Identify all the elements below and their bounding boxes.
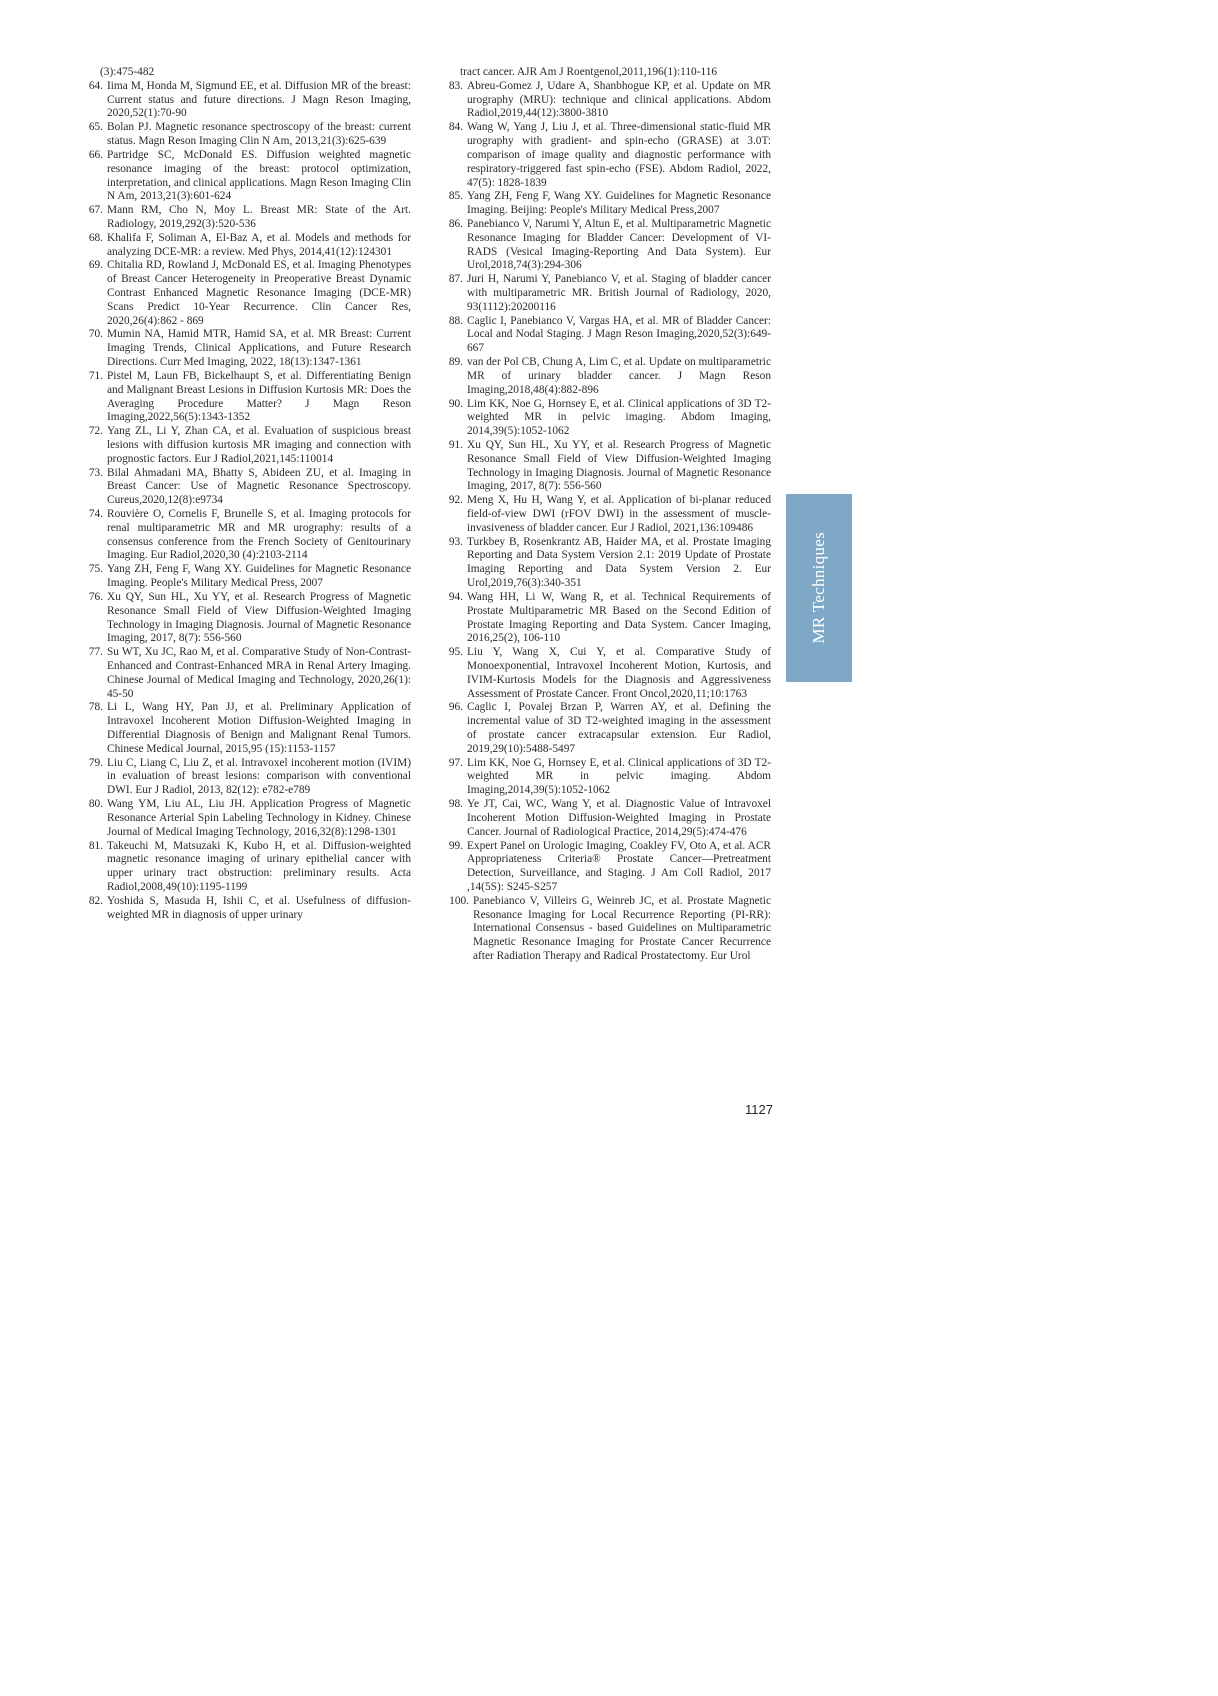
reference-text: Abreu-Gomez J, Udare A, Shanbhogue KP, et al. Update on MR urography (MRU): technique and clinical applications. Abdom Radiol,2019,44(12):3800-3810 [467, 79, 771, 120]
reference-text: Panebianco V, Villeirs G, Weinreb JC, et al. Prostate Magnetic Resonance Imaging for Local Recurrence Reporting (PI-RR): International Consensus - based Guidelines on Multiparametric Magnetic Resonance Imaging for Prostate Cancer Recurrence after Radiation Therapy and Radical Prostatectomy. Eur Urol [473, 894, 771, 962]
reference-number: 70. [88, 328, 103, 341]
section-side-tab [786, 494, 852, 682]
reference-continuation [83, 66, 411, 80]
reference-item [83, 840, 411, 895]
reference-item [443, 80, 771, 121]
reference-item [443, 646, 771, 701]
reference-text: Yang ZL, Li Y, Zhan CA, et al. Evaluation of suspicious breast lesions with diffusion kurtosis MR imaging and connection with prognostic factors. Eur J Radiol,2021,145:110014 [107, 425, 411, 465]
reference-text: Turkbey B, Rosenkrantz AB, Haider MA, et al. Prostate Imaging Reporting and Data System Version 2.1: 2019 Update of Prostate Imaging Reporting and Data System Version 2. Eur Urol,2019,76(3):340-351 [467, 535, 771, 590]
reference-continuation [443, 66, 771, 80]
reference-text: Meng X, Hu H, Wang Y, et al. Application of bi-planar reduced field-of-view DWI (rFOV DWI) in the assessment of muscle-invasiveness of bladder cancer. Eur J Radiol, 2021,136:109486 [467, 494, 771, 534]
reference-item [83, 204, 411, 232]
reference-text: Juri H, Narumi Y, Panebianco V, et al. Staging of bladder cancer with multiparametric MR. British Journal of Radiology, 2020, 93(1112):20200116 [467, 273, 771, 313]
reference-column-right [443, 66, 771, 964]
reference-number: 86. [448, 217, 463, 230]
reference-item [443, 190, 771, 218]
reference-number: 79. [88, 756, 103, 769]
reference-text: Khalifa F, Soliman A, El-Baz A, et al. Models and methods for analyzing DCE-MR: a review. Med Phys, 2014,41(12):124301 [107, 231, 411, 258]
reference-item [83, 149, 411, 204]
reference-number: 94. [448, 590, 463, 603]
reference-number: 66. [88, 148, 103, 161]
reference-item [83, 370, 411, 425]
reference-item [443, 398, 771, 439]
reference-item [83, 895, 411, 923]
reference-text: Liu Y, Wang X, Cui Y, et al. Comparative Study of Monoexponential, Intravoxel Incoherent Motion, Kurtosis, and IVIM-Kurtosis Models for the Diagnosis and Aggressiveness Assessment of Prostate Cancer. Front Oncol,2020,11;10:1763 [467, 646, 771, 700]
reference-item [443, 439, 771, 494]
reference-number: 77. [88, 646, 103, 659]
reference-number: 83. [448, 79, 463, 92]
reference-item [443, 356, 771, 397]
reference-number: 74. [88, 508, 103, 520]
reference-number: 99. [448, 839, 463, 852]
reference-text: Partridge SC, McDonald ES. Diffusion weighted magnetic resonance imaging of the breast: protocol optimization, interpretation, and clinical applications. Magn Reson Imaging Clin N Am, 2013,21(3):601-624 [107, 148, 411, 203]
reference-text: Yang ZH, Feng F, Wang XY. Guidelines for Magnetic Resonance Imaging. Beijing: People's Military Medical Press,2007 [467, 190, 771, 217]
reference-number: 82. [88, 894, 103, 907]
reference-text: Mann RM, Cho N, Moy L. Breast MR: State of the Art. Radiology, 2019,292(3):520-536 [107, 204, 411, 230]
reference-item [443, 273, 771, 314]
reference-text: van der Pol CB, Chung A, Lim C, et al. Update on multiparametric MR of urinary bladder cancer. J Magn Reson Imaging,2018,48(4):882-896 [467, 356, 771, 396]
reference-number: 64. [88, 79, 103, 92]
reference-text: Expert Panel on Urologic Imaging, Coakley FV, Oto A, et al. ACR Appropriateness Criteria® Prostate Cancer—Pretreatment Detection, Surveillance, and Staging. J Am Coll Radiol, 2017 ,14(5S): S245-S257 [467, 839, 771, 893]
reference-text: Pistel M, Laun FB, Bickelhaupt S, et al. Differentiating Benign and Malignant Breast Lesions in Diffusion Kurtosis MR: Does the Averaging Procedure Matter? J Magn Reson Imaging,2022,56(5):1343-1352 [107, 369, 411, 424]
reference-number: 73. [88, 466, 103, 479]
reference-item [83, 259, 411, 328]
reference-item [443, 536, 771, 591]
reference-number: 75. [88, 563, 103, 576]
reference-item [443, 701, 771, 756]
reference-number: 67. [88, 204, 103, 217]
reference-item [83, 328, 411, 369]
reference-item [83, 467, 411, 508]
reference-number: 85. [448, 190, 463, 203]
reference-text: Lim KK, Noe G, Hornsey E, et al. Clinical applications of 3D T2-weighted MR in pelvic imaging. Abdom Imaging, 2014,39(5):1052-1062 [467, 397, 771, 438]
reference-number: 81. [88, 839, 103, 852]
reference-item [443, 840, 771, 895]
reference-item [83, 508, 411, 563]
reference-text: Yoshida S, Masuda H, Ishii C, et al. Usefulness of diffusion-weighted MR in diagnosis of upper urinary [107, 894, 411, 921]
reference-item [83, 425, 411, 466]
reference-text: Wang W, Yang J, Liu J, et al. Three-dimensional static-fluid MR urography with gradient- and spin-echo (GRASE) at 3.0T: comparison of image quality and diagnostic performance with respiratory-triggered fast spin-echo (FSE). Abdom Radiol, 2022, 47(5): 1828-1839 [467, 121, 771, 189]
reference-text: Ye JT, Cai, WC, Wang Y, et al. Diagnostic Value of Intravoxel Incoherent Motion Diffusion-Weighted Imaging in Prostate Cancer. Journal of Radiological Practice, 2014,29(5):474-476 [467, 798, 771, 838]
reference-number: 90. [448, 397, 463, 410]
reference-text: Mumin NA, Hamid MTR, Hamid SA, et al. MR Breast: Current Imaging Trends, Clinical Applications, and Future Research Directions. Curr Med Imaging, 2022, 18(13):1347-1361 [107, 328, 411, 369]
reference-item [83, 701, 411, 756]
reference-number: 91. [448, 438, 463, 451]
reference-number: 78. [88, 701, 103, 714]
reference-text: Lim KK, Noe G, Hornsey E, et al. Clinical applications of 3D T2-weighted MR in pelvic imaging. Abdom Imaging,2014,39(5):1052-1062 [467, 756, 771, 797]
reference-text: Xu QY, Sun HL, Xu YY, et al. Research Progress of Magnetic Resonance Small Field of View Diffusion-Weighted Imaging Technology in Imaging Diagnosis. Journal of Magnetic Resonance Imaging, 2017, 8(7): 556-560 [467, 438, 771, 493]
reference-item [443, 895, 771, 964]
reference-text: Panebianco V, Narumi Y, Altun E, et al. Multiparametric Magnetic Resonance Imaging for Bladder Cancer: Development of VI-RADS (Vesical Imaging-Reporting And Data System). Eur Urol,2018,74(3):294-306 [467, 217, 771, 272]
reference-number: 65. [88, 121, 103, 134]
reference-text: Liu C, Liang C, Liu Z, et al. Intravoxel incoherent motion (IVIM) in evaluation of breast lesions: comparison with conventional DWI. Eur J Radiol, 2013, 82(12): e782-e789 [107, 756, 411, 797]
reference-text: Bilal Ahmadani MA, Bhatty S, Abideen ZU, et al. Imaging in Breast Cancer: Use of Magnetic Resonance Spectroscopy. Cureus,2020,12(8):e9734 [107, 466, 411, 507]
reference-number: 88. [448, 314, 463, 327]
reference-text: Caglic I, Panebianco V, Vargas HA, et al. MR of Bladder Cancer: Local and Nodal Staging. J Magn Reson Imaging,2020,52(3):649-667 [467, 314, 771, 355]
reference-list [443, 80, 771, 964]
reference-text: Chitalia RD, Rowland J, McDonald ES, et al. Imaging Phenotypes of Breast Cancer Heterogeneity in Preoperative Breast Dynamic Contrast Enhanced Magnetic Resonance Imaging (DCE-MR) Scans Predict 10-Year Recurrence. Clin Cancer Res, 2020,26(4):862 - 869 [107, 259, 411, 327]
reference-item [83, 798, 411, 839]
reference-item [83, 80, 411, 121]
reference-text: Li L, Wang HY, Pan JJ, et al. Preliminary Application of Intravoxel Incoherent Motion Diffusion-Weighted Imaging in Differential Diagnosis of Benign and Malignant Renal Tumors. Chinese Medical Journal, 2015,95 (15):1153-1157 [107, 701, 411, 755]
reference-number: 98. [448, 798, 463, 811]
reference-text: Su WT, Xu JC, Rao M, et al. Comparative Study of Non-Contrast-Enhanced and Contrast-Enhanced MRA in Renal Artery Imaging. Chinese Journal of Medical Imaging and Technology, 2020,26(1): 45-50 [107, 646, 411, 700]
reference-list [83, 80, 411, 923]
reference-text: Wang YM, Liu AL, Liu JH. Application Progress of Magnetic Resonance Arterial Spin Labeling Technology in Kidney. Chinese Journal of Medical Imaging Technology, 2016,32(8):1298-1301 [107, 798, 411, 838]
reference-number: 68. [88, 231, 103, 244]
reference-number: 93. [448, 535, 463, 548]
reference-number: 71. [88, 369, 103, 382]
reference-item [443, 315, 771, 356]
reference-item [443, 798, 771, 839]
reference-text: (3):475-482 [100, 66, 155, 78]
page-number: 1127 [745, 1102, 773, 1117]
reference-item [443, 757, 771, 798]
reference-number: 84. [448, 121, 463, 134]
reference-item [443, 218, 771, 273]
reference-text: Iima M, Honda M, Sigmund EE, et al. Diffusion MR of the breast: Current status and future directions. J Magn Reson Imaging, 2020,52(1):70-90 [107, 79, 411, 120]
reference-number: 69. [88, 259, 103, 272]
reference-item [83, 591, 411, 646]
reference-item [83, 757, 411, 798]
reference-number: 100. [449, 894, 469, 907]
reference-text: Bolan PJ. Magnetic resonance spectroscopy of the breast: current status. Magn Reson Imaging Clin N Am, 2013,21(3):625-639 [107, 121, 411, 148]
reference-number: 87. [448, 273, 463, 286]
reference-number: 92. [448, 494, 463, 507]
reference-text: Xu QY, Sun HL, Xu YY, et al. Research Progress of Magnetic Resonance Small Field of View Diffusion-Weighted Imaging Technology in Imaging Diagnosis. Journal of Magnetic Resonance Imaging, 2017, 8(7): 556-560 [107, 590, 411, 645]
reference-item [83, 232, 411, 260]
reference-text: tract cancer. AJR Am J Roentgenol,2011,196(1):110-116 [460, 66, 718, 78]
reference-text: Yang ZH, Feng F, Wang XY. Guidelines for Magnetic Resonance Imaging. People's Military Medical Press, 2007 [107, 563, 411, 590]
reference-number: 72. [88, 425, 103, 438]
section-side-tab-label: MR Techniques [809, 532, 828, 644]
reference-text: Wang HH, Li W, Wang R, et al. Technical Requirements of Prostate Multiparametric MR Based on the Second Edition of Prostate Imaging Reporting and Data System. Cancer Imaging, 2016,25(2), 106-110 [467, 590, 771, 645]
reference-column-left [83, 66, 411, 922]
reference-text: Rouvière O, Cornelis F, Brunelle S, et al. Imaging protocols for renal multiparametric MR and MR urography: results of a consensus conference from the French Society of Genitourinary Imaging. Eur Radiol,2020,30 (4):2103-2114 [107, 508, 411, 562]
reference-number: 89. [448, 356, 463, 369]
reference-number: 96. [448, 701, 463, 714]
reference-item [83, 646, 411, 701]
reference-item [443, 591, 771, 646]
reference-text: Caglic I, Povalej Brzan P, Warren AY, et al. Defining the incremental value of 3D T2-weighted imaging in the assessment of prostate cancer extracapsular extension. Eur Radiol, 2019,29(10):5488-5497 [467, 701, 771, 755]
reference-item [443, 494, 771, 535]
reference-number: 76. [88, 590, 103, 603]
reference-item [83, 563, 411, 591]
reference-text: Takeuchi M, Matsuzaki K, Kubo H, et al. Diffusion-weighted magnetic resonance imaging of urinary epithelial cancer with upper urinary tract obstruction: preliminary results. Acta Radiol,2008,49(10):1195-1199 [107, 839, 411, 893]
reference-number: 95. [448, 646, 463, 659]
reference-item [443, 121, 771, 190]
reference-number: 97. [448, 756, 463, 769]
reference-item [83, 121, 411, 149]
reference-number: 80. [88, 798, 103, 811]
